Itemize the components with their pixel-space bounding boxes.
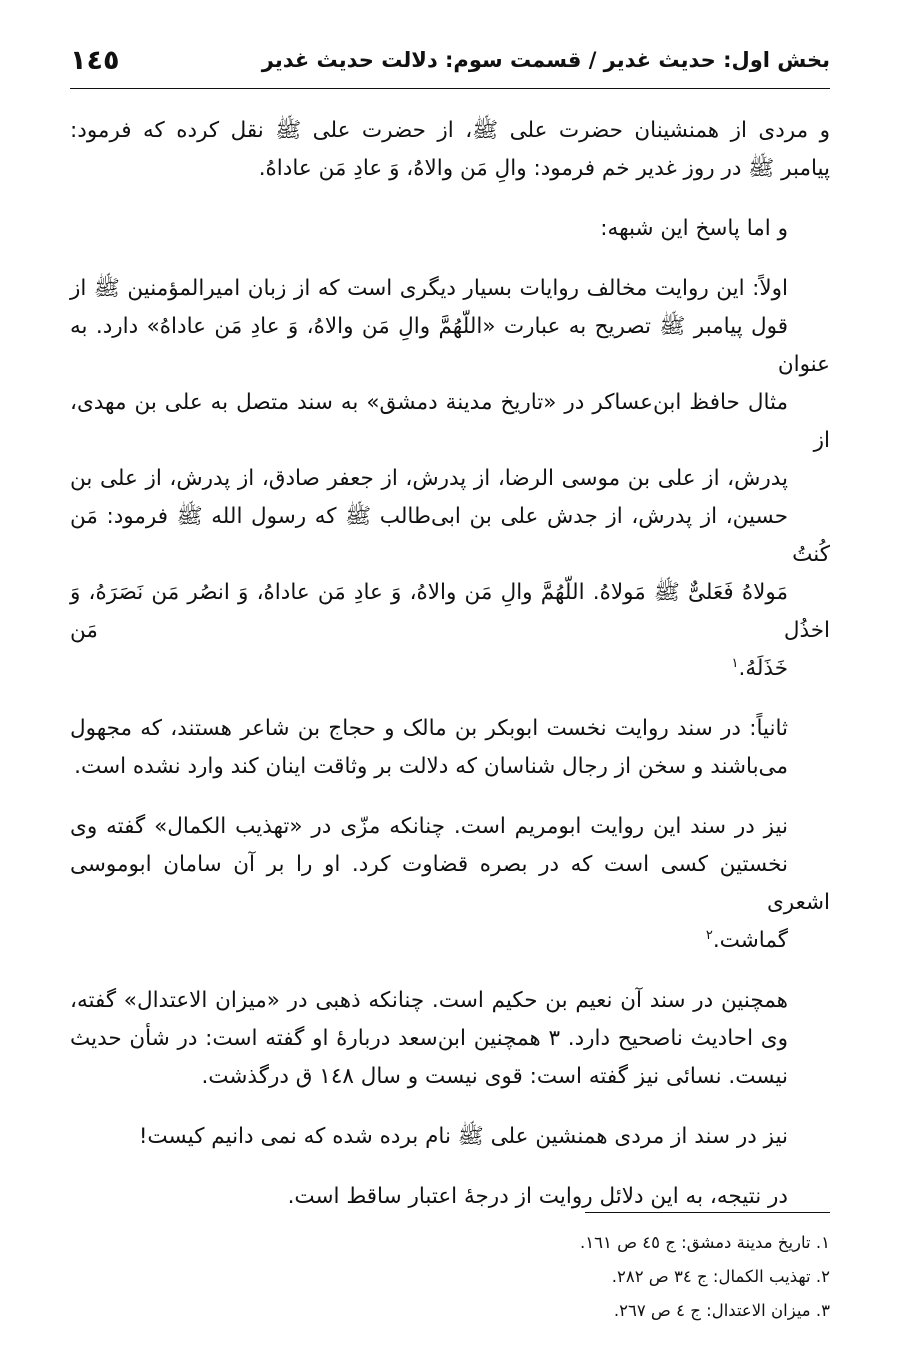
footnote-marker: ١	[731, 655, 739, 671]
paragraph	[70, 982, 830, 1096]
text-line: ثانیاً: در سند روایت نخست ابوبکر بن مالک و حجاج بن شاعر هستند، که مجهول	[70, 716, 788, 741]
text-line: خَذَلَهُ.$^١$	[731, 655, 788, 681]
text-line: نخستین کسی است که در بصره قضاوت کرد. او را بر آن سامان ابوموسی اشعری	[70, 852, 830, 915]
footnote: ١. تاریخ مدینة دمشق: ج ٤٥ ص ١٦١.	[580, 1233, 830, 1252]
text-line: و اما پاسخ این شبهه:	[600, 216, 788, 241]
paragraph	[70, 112, 830, 188]
paragraph	[70, 1118, 830, 1156]
header-rule	[70, 88, 830, 89]
text-line: و مردی از همنشینان حضرت علی ﷺ، از حضرت علی ﷺ نقل کرده که فرمود:	[70, 118, 830, 143]
running-title: بخش اول: حدیث غدیر / قسمت سوم: دلالت حدیث غدیر	[261, 48, 830, 72]
text-line: می‌باشند و سخن از رجال شناسان که دلالت بر وثاقت اینان کند وارد نشده است.	[74, 754, 788, 779]
paragraph	[70, 270, 830, 688]
footnote-marker: ٢	[705, 927, 713, 943]
text-line: در نتیجه، به این دلائل روایت از درجهٔ اعتبار ساقط است.	[287, 1184, 788, 1209]
paragraph	[70, 1178, 830, 1216]
text-line: نیز در سند این روایت ابومریم است. چنانکه مزّی در «تهذیب الکمال» گفته وی	[70, 814, 788, 839]
text-line: مَولاهُ فَعَلیٌّ ﷺ مَولاهُ. اللّهُمَّ والِ مَن والاهُ، وَ عادِ مَن عاداهُ، وَ انصُر مَن نَصَرَهُ، وَ اخذُل مَن	[70, 580, 830, 643]
body-text	[70, 112, 830, 1238]
footnote: ٢. تهذیب الکمال: ج ٣٤ ص ٢٨٢.	[611, 1267, 830, 1286]
paragraph	[70, 808, 830, 960]
footnotes	[70, 1226, 830, 1328]
footnote-rule	[585, 1212, 830, 1213]
text-line: قول پیامبر ﷺ تصریح به عبارت «اللّهُمَّ والِ مَن والاهُ، وَ عادِ مَن عاداهُ» دارد. به عنوان	[70, 314, 830, 377]
text-line: نیست. نسائی نیز گفته است: قوی نیست و سال ١٤٨ ق درگذشت.	[201, 1064, 788, 1089]
page-number: ١٤٥	[70, 44, 120, 76]
text-line: پیامبر ﷺ در روز غدیر خم فرمود: والِ مَن والاهُ، وَ عادِ مَن عاداهُ.	[258, 156, 830, 181]
text-line: گماشت.$^٢$	[705, 927, 788, 953]
paragraph	[70, 210, 830, 248]
page-header	[70, 38, 830, 82]
paragraph	[70, 710, 830, 786]
text-line: وی احادیث ناصحیح دارد. ٣ همچنین ابن‌سعد دربارهٔ او گفته است: در شأن حدیث	[70, 1026, 788, 1051]
text-line: نیز در سند از مردی همنشین علی ﷺ نام برده شده که نمی دانیم کیست!	[138, 1124, 788, 1149]
text-line: حسین، از پدرش، از جدش علی بن ابی‌طالب ﷺ که رسول الله ﷺ فرمود: مَن کُنتُ	[70, 504, 830, 567]
text-line: پدرش، از علی بن موسی الرضا، از پدرش، از جعفر صادق، از پدرش، از علی بن	[70, 466, 788, 491]
text-line: اولاً: این روایت مخالف روایات بسیار دیگری است که از زبان امیرالمؤمنین ﷺ از	[70, 276, 788, 301]
text-line: مثال حافظ ابن‌عساکر در «تاریخ مدینة دمشق» به سند متصل به علی بن مهدی، از	[70, 390, 830, 453]
text-line: همچنین در سند آن نعیم بن حکیم است. چنانکه ذهبی در «میزان الاعتدال» گفته،	[70, 988, 788, 1013]
footnote: ٣. میزان الاعتدال: ج ٤ ص ٢٦٧.	[613, 1301, 830, 1320]
